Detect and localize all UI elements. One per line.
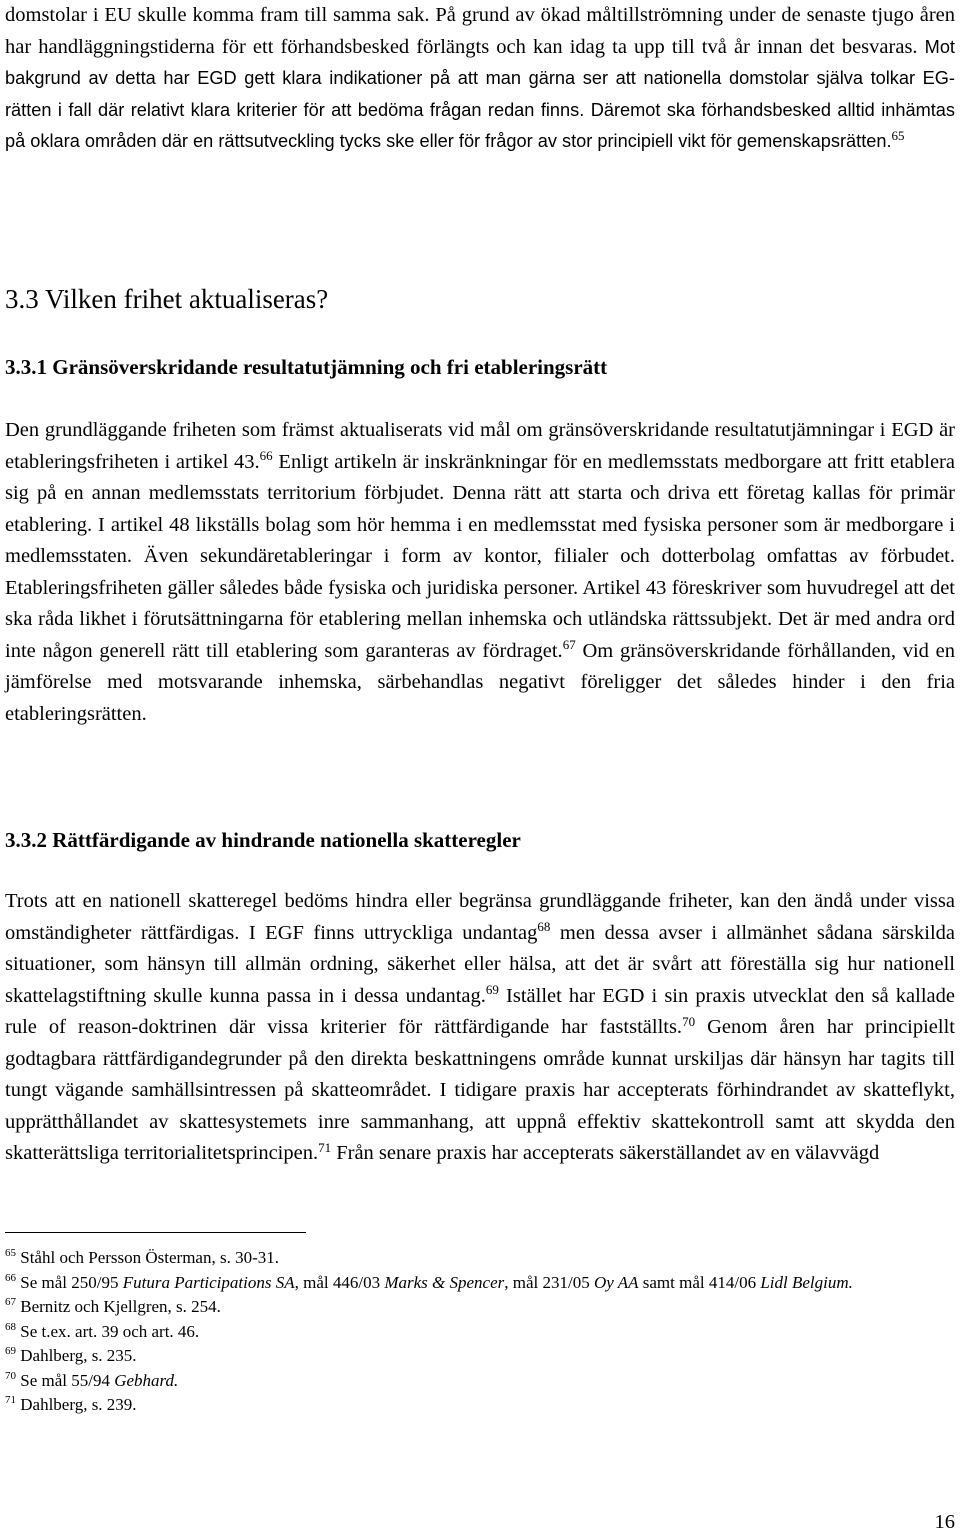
paragraph-text: men dessa avser i allmänhet sådana särskilda situationer, som hänsyn till allmän ordning, säkerhet eller hälsa, att det är svårt att föreställa sig hur nationell skattelagstiftning skulle kunna passa in i dessa undantag. [5,921,956,1007]
footnote-text: Se mål 55/94 [20,1370,115,1390]
intro-paragraph [5,0,955,158]
footnote-text: samt mål 414/06 [638,1272,761,1292]
footnote-67 [5,1295,955,1320]
footnote-text: Ståhl och Persson Österman, s. 30-31. [20,1248,280,1267]
intro-text-sans: Mot bakgrund av detta har EGD gett klara indikationer på att man gärna ser att nationella domstolar själva tolkar EG-rätten i fall där relativt klara kriterier för att bedöma frågan redan finns. Däremot ska förhandsbesked alltid inhämtas på oklara områden där en rättsutveckling tycks ske eller för frågor av stor principiell vikt för gemenskapsrätten. [5,36,955,151]
footnote-number: 70 [5,1369,16,1382]
paragraph-text: Den grundläggande friheten som främst aktualiserats vid mål om gränsöverskridande resultatutjämningar i EGD är etableringsfriheten i artikel 43. [5,419,955,473]
case-name: Gebhard. [114,1370,179,1390]
footnote-66 [5,1271,955,1296]
paragraph-text: Trots att en nationell skatteregel bedöms hindra eller begränsa grundläggande friheter, kan den ändå under vissa omständigheter rättfärdigas. I EGF finns uttryckliga undantag [5,890,955,944]
body-paragraph-3-3-2 [5,886,955,1170]
footnote-69 [5,1344,955,1369]
footnote-ref-67: 67 [562,637,576,653]
case-name: Lidl Belgium. [760,1272,853,1292]
paragraph-text: Enligt artikeln är inskränkningar för en medlemsstats medborgare att fritt etablera sig på en annan medlemsstats territorium förbjudet. Denna rätt att starta och driva ett företag kallas för primär etablering. I artikel 48 likställs bolag som hör hemma i en medlemsstat med fysiska personer som är medborgare i medlemsstaten. Även sekundäretableringar i form av kontor, filialer och dotterbolag omfattas av förbudet. Etableringsfriheten gäller således både fysiska och juridiska personer. Artikel 43 föreskriver som huvudregel att det ska råda likhet i förutsättningarna för etablering mellan inhemska och utländska rättssubjekt. Det är med andra ord inte någon generell rätt till etablering som garanteras av fördraget. [5,450,955,662]
section-heading: 3.3 Vilken frihet aktualiseras? [5,284,329,314]
case-name: Futura Participations SA [122,1272,295,1292]
footnote-text: Bernitz och Kjellgren, s. 254. [20,1297,221,1316]
subsection-heading-3-3-2: 3.3.2 Rättfärdigande av hindrande nationella skatteregler [5,828,521,852]
paragraph-text: Om gränsöverskridande förhållanden, vid en jämförelse med motsvarande inhemska, särbehandlas negativt föreligger det således hinder i den fria etableringsrätten. [5,639,955,725]
paragraph-text: Från senare praxis har accepterats säkerställandet av en välavvägd [331,1142,880,1164]
footnote-number: 71 [5,1394,16,1407]
footnote-70 [5,1369,955,1394]
footnote-number: 66 [5,1271,16,1284]
footnote-ref-65: 65 [891,127,905,143]
footnote-text: Se mål 250/95 [20,1272,123,1292]
page-number: 16 [934,1511,955,1533]
case-name: Marks & Spencer [384,1272,505,1292]
footnote-number: 67 [5,1296,16,1309]
intro-text-serif: domstolar i EU skulle komma fram till samma sak. På grund av ökad måltillströmning under de senaste tjugo åren har handläggningstiderna för ett förhandsbesked förlängts och kan idag ta upp till två år innan det besvaras. [5,4,955,58]
footnote-ref-69: 69 [485,982,499,998]
footnote-number: 65 [5,1247,16,1260]
footnote-text: Se t.ex. art. 39 och art. 46. [20,1321,200,1341]
subsection-heading-3-3-1: 3.3.1 Gränsöverskridande resultatutjämning och fri etableringsrätt [5,355,608,379]
footnote-number: 68 [5,1320,16,1333]
footnote-list [5,1246,955,1418]
footnote-divider [5,1232,306,1233]
paragraph-text: Genom åren har principiellt godtagbara rättfärdigandegrunder på den direkta beskattningens område kunnat urskiljas där hänsyn har tagits till tungt vägande samhällsintressen på skatteområdet. I tidigare praxis har accepterats förhindrandet av skatteflykt, upprätthållandet av skattesystemets inre sammanhang, att uppnå effektiv skattekontroll samt att skydda den skatterättsliga territorialitetsprincipen. [5,1016,955,1164]
case-name: Oy AA [593,1272,639,1292]
footnote-ref-68: 68 [537,919,551,935]
footnote-65 [5,1246,955,1271]
footnote-ref-66: 66 [259,448,273,464]
footnote-text: , mål 446/03 [294,1272,385,1292]
footnote-ref-71: 71 [318,1139,332,1155]
body-paragraph-3-3-1 [5,415,955,730]
footnote-text: Dahlberg, s. 239. [20,1395,137,1414]
footnote-71 [5,1393,955,1418]
paragraph-text: Istället har EGD i sin praxis utvecklat den så kallade rule of reason-doktrinen där vissa kriterier för rättfärdigande har fastställts. [5,984,955,1038]
footnote-number: 69 [5,1345,16,1358]
footnote-ref-70: 70 [682,1013,696,1029]
footnote-text: , mål 231/05 [504,1272,594,1292]
footnote-text: Dahlberg, s. 235. [20,1346,137,1365]
footnote-68 [5,1320,955,1345]
